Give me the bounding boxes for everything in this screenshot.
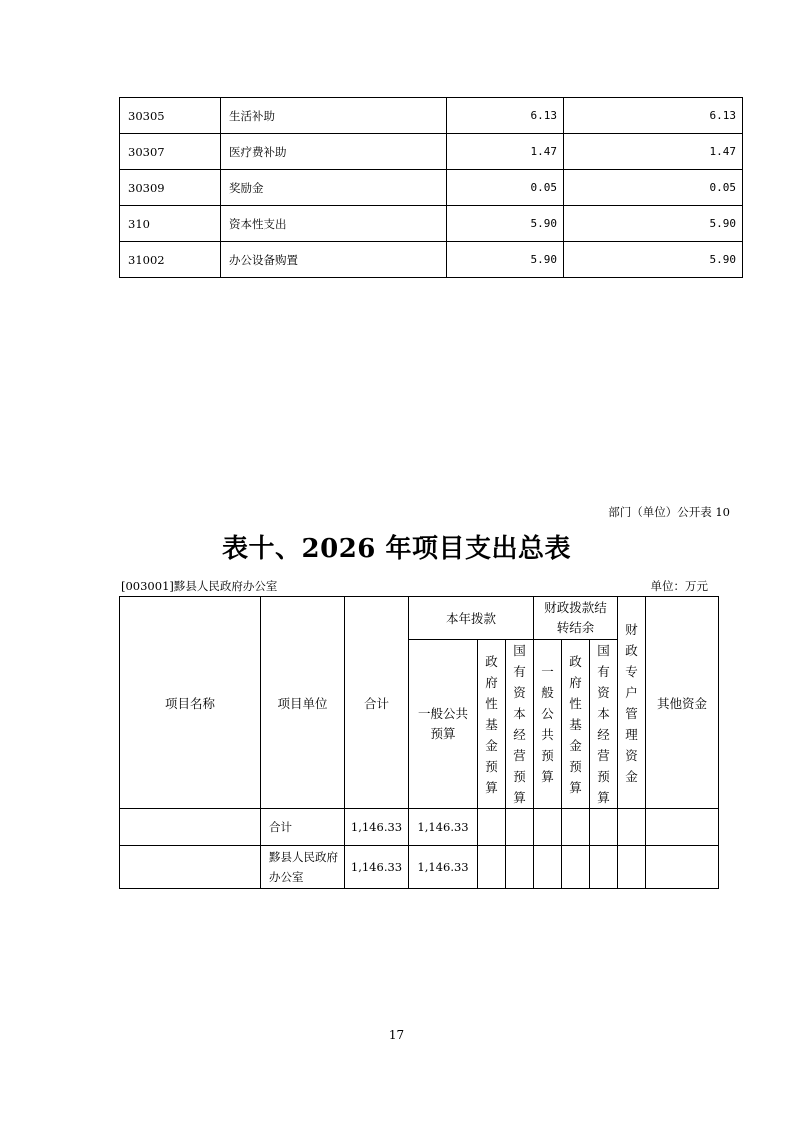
empty-cell <box>646 809 719 846</box>
item-name-cell: 奖励金 <box>221 170 447 206</box>
vertical-header-char: 户 <box>625 684 638 700</box>
vertical-header-char: 政 <box>569 653 582 669</box>
vertical-header-char: 性 <box>485 695 498 711</box>
header-state-capital <box>506 640 534 809</box>
empty-cell <box>506 809 534 846</box>
department-label: [003001]黟县人民政府办公室 <box>121 579 278 593</box>
empty-cell <box>646 846 719 889</box>
header-gov-fund <box>478 640 506 809</box>
table-row <box>120 846 719 889</box>
empty-cell <box>562 846 590 889</box>
vertical-header-char: 算 <box>597 790 610 805</box>
amount-cell: 6.13 <box>447 98 564 134</box>
vertical-header-char: 管 <box>625 705 638 721</box>
empty-cell <box>590 809 618 846</box>
empty-cell <box>590 846 618 889</box>
header-carry-general <box>534 640 562 809</box>
amount-cell: 5.90 <box>564 206 743 242</box>
amount-cell: 0.05 <box>564 170 743 206</box>
table-row <box>120 242 743 278</box>
vertical-header-char: 基 <box>569 716 582 732</box>
vertical-header-char: 资 <box>513 685 526 700</box>
header-carry-gov-fund <box>562 640 590 809</box>
vertical-header-char: 预 <box>597 769 610 784</box>
vertical-header-char: 预 <box>513 769 526 784</box>
vertical-header-char: 金 <box>485 737 498 753</box>
table-row <box>120 98 743 134</box>
empty-cell <box>562 809 590 846</box>
vertical-header-char: 经 <box>513 727 526 742</box>
vertical-header-char: 预 <box>485 758 498 774</box>
general-budget-cell: 1,146.33 <box>409 846 478 889</box>
vertical-header-char: 金 <box>625 768 638 784</box>
vertical-header-char: 基 <box>485 716 498 732</box>
item-name-cell: 医疗费补助 <box>221 134 447 170</box>
economic-code-cell: 310 <box>120 206 221 242</box>
unit-label: 单位：万元 <box>650 579 708 593</box>
vertical-header-char: 本 <box>597 706 610 721</box>
vertical-header-char: 金 <box>569 737 582 753</box>
total-cell: 1,146.33 <box>345 809 409 846</box>
page-title: 表十、2026 年项目支出总表 <box>222 534 571 564</box>
vertical-header-char: 般 <box>541 685 554 700</box>
vertical-header-char: 有 <box>513 664 526 679</box>
project-unit-cell: 合计 <box>261 809 345 846</box>
page-number: 17 <box>388 1028 405 1042</box>
vertical-header-char: 预 <box>541 748 554 763</box>
amount-cell: 5.90 <box>564 242 743 278</box>
vertical-header-char: 理 <box>625 726 638 742</box>
vertical-header-char: 政 <box>625 642 638 658</box>
vertical-header-char: 性 <box>569 695 582 711</box>
header-project-name: 项目名称 <box>120 597 261 809</box>
vertical-header-char: 营 <box>513 748 526 763</box>
vertical-header-char: 资 <box>597 685 610 700</box>
vertical-header-char: 算 <box>513 790 526 805</box>
vertical-header-char: 经 <box>597 727 610 742</box>
empty-cell <box>534 809 562 846</box>
item-name-cell: 办公设备购置 <box>221 242 447 278</box>
amount-cell: 5.90 <box>447 206 564 242</box>
project-expenditure-table <box>119 596 719 889</box>
amount-cell: 1.47 <box>564 134 743 170</box>
vertical-header-char: 有 <box>597 664 610 679</box>
vertical-header-char: 算 <box>569 779 582 795</box>
table-row <box>120 809 719 846</box>
table-row <box>120 170 743 206</box>
project-unit-cell: 黟县人民政府办公室 <box>261 846 345 889</box>
total-cell: 1,146.33 <box>345 846 409 889</box>
expense-detail-table <box>119 97 743 278</box>
empty-cell <box>478 809 506 846</box>
vertical-header-char: 本 <box>513 706 526 721</box>
item-name-cell: 生活补助 <box>221 98 447 134</box>
amount-cell: 5.90 <box>447 242 564 278</box>
header-special-account <box>618 597 646 809</box>
amount-cell: 0.05 <box>447 170 564 206</box>
item-name-cell: 资本性支出 <box>221 206 447 242</box>
economic-code-cell: 30307 <box>120 134 221 170</box>
header-project-unit: 项目单位 <box>261 597 345 809</box>
project-name-cell <box>120 846 261 889</box>
vertical-header-char: 一 <box>541 664 554 679</box>
header-current-year: 本年拨款 <box>409 597 534 640</box>
amount-cell: 6.13 <box>564 98 743 134</box>
amount-cell: 1.47 <box>447 134 564 170</box>
vertical-header-char: 共 <box>541 727 554 742</box>
table-row <box>120 206 743 242</box>
vertical-header-char: 府 <box>569 674 582 690</box>
vertical-header-char: 政 <box>485 653 498 669</box>
vertical-header-char: 营 <box>597 748 610 763</box>
empty-cell <box>534 846 562 889</box>
project-name-cell <box>120 809 261 846</box>
vertical-header-char: 算 <box>485 779 498 795</box>
general-budget-cell: 1,146.33 <box>409 809 478 846</box>
vertical-header-char: 府 <box>485 674 498 690</box>
empty-cell <box>618 809 646 846</box>
empty-cell <box>506 846 534 889</box>
header-general-budget: 一般公共预算 <box>409 640 478 809</box>
header-carryover: 财政拨款结转结余 <box>534 597 618 640</box>
vertical-header-char: 财 <box>625 621 638 637</box>
empty-cell <box>618 846 646 889</box>
vertical-header-char: 资 <box>625 747 638 763</box>
vertical-header-char: 算 <box>541 769 554 784</box>
economic-code-cell: 30309 <box>120 170 221 206</box>
vertical-header-char: 预 <box>569 758 582 774</box>
table-caption: 部门（单位）公开表 10 <box>608 505 730 519</box>
empty-cell <box>478 846 506 889</box>
vertical-header-char: 国 <box>513 643 526 658</box>
vertical-header-char: 专 <box>625 663 638 679</box>
header-total: 合计 <box>345 597 409 809</box>
header-carry-state-capital <box>590 640 618 809</box>
vertical-header-char: 公 <box>541 706 554 721</box>
table-row <box>120 134 743 170</box>
economic-code-cell: 30305 <box>120 98 221 134</box>
vertical-header-char: 国 <box>597 643 610 658</box>
economic-code-cell: 31002 <box>120 242 221 278</box>
header-other-funds: 其他资金 <box>646 597 719 809</box>
